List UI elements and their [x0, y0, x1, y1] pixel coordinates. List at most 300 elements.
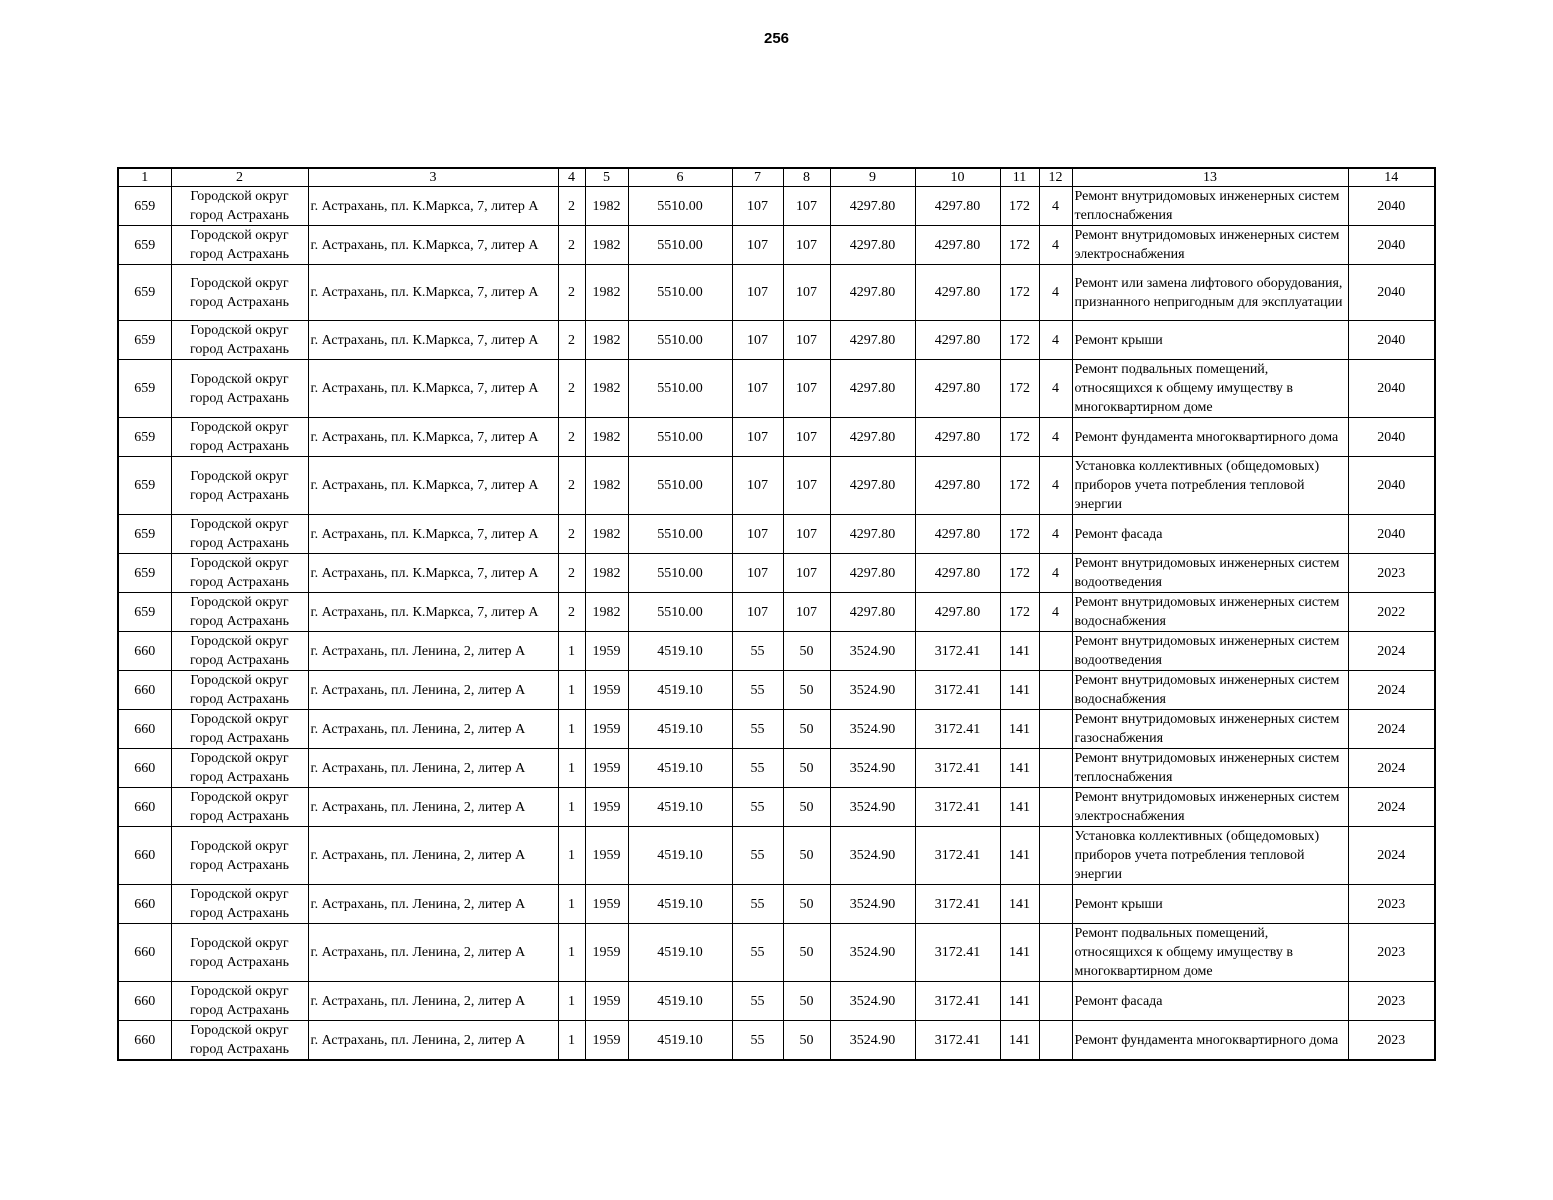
cell-address: г. Астрахань, пл. К.Маркса, 7, литер А [308, 360, 558, 418]
table-body [118, 187, 1435, 1061]
cell-col-5: 1959 [585, 749, 628, 788]
cell-col-6: 4519.10 [628, 749, 732, 788]
cell-col-8: 50 [783, 885, 830, 924]
cell-work-type: Ремонт фундамента многоквартирного дома [1072, 1021, 1348, 1061]
cell-col-4: 2 [558, 360, 585, 418]
cell-year: 2040 [1348, 226, 1435, 265]
cell-number: 659 [118, 554, 171, 593]
cell-number: 659 [118, 515, 171, 554]
cell-col-6: 4519.10 [628, 924, 732, 982]
column-header: 8 [783, 168, 830, 187]
cell-col-11: 172 [1000, 554, 1039, 593]
cell-year: 2024 [1348, 827, 1435, 885]
cell-col-8: 107 [783, 418, 830, 457]
cell-col-8: 107 [783, 321, 830, 360]
cell-address: г. Астрахань, пл. Ленина, 2, литер А [308, 982, 558, 1021]
column-header: 11 [1000, 168, 1039, 187]
cell-col-5: 1982 [585, 593, 628, 632]
cell-col-6: 4519.10 [628, 827, 732, 885]
table-row [118, 1021, 1435, 1061]
cell-col-7: 107 [732, 226, 783, 265]
cell-municipality: Городской округ город Астрахань [171, 457, 308, 515]
cell-year: 2024 [1348, 632, 1435, 671]
page-number: 256 [763, 30, 790, 47]
cell-year: 2022 [1348, 593, 1435, 632]
column-header: 2 [171, 168, 308, 187]
cell-col-5: 1959 [585, 1021, 628, 1061]
cell-col-9: 3524.90 [830, 924, 915, 982]
cell-municipality: Городской округ город Астрахань [171, 187, 308, 226]
cell-year: 2040 [1348, 265, 1435, 321]
cell-year: 2023 [1348, 924, 1435, 982]
cell-col-12: 4 [1039, 226, 1072, 265]
cell-municipality: Городской округ город Астрахань [171, 515, 308, 554]
cell-address: г. Астрахань, пл. К.Маркса, 7, литер А [308, 418, 558, 457]
cell-col-11: 141 [1000, 749, 1039, 788]
cell-col-7: 55 [732, 788, 783, 827]
cell-col-12 [1039, 788, 1072, 827]
cell-col-12: 4 [1039, 593, 1072, 632]
cell-col-6: 5510.00 [628, 265, 732, 321]
cell-col-11: 141 [1000, 710, 1039, 749]
cell-col-9: 3524.90 [830, 749, 915, 788]
cell-col-4: 1 [558, 1021, 585, 1061]
cell-work-type: Ремонт фасада [1072, 982, 1348, 1021]
cell-col-5: 1982 [585, 321, 628, 360]
cell-number: 660 [118, 827, 171, 885]
cell-col-4: 1 [558, 885, 585, 924]
cell-col-7: 107 [732, 418, 783, 457]
cell-col-10: 4297.80 [915, 418, 1000, 457]
cell-col-9: 3524.90 [830, 788, 915, 827]
cell-col-6: 5510.00 [628, 457, 732, 515]
cell-col-7: 55 [732, 827, 783, 885]
table-row [118, 554, 1435, 593]
cell-municipality: Городской округ город Астрахань [171, 924, 308, 982]
cell-col-10: 4297.80 [915, 554, 1000, 593]
cell-col-8: 107 [783, 226, 830, 265]
cell-col-8: 50 [783, 710, 830, 749]
column-header: 1 [118, 168, 171, 187]
cell-number: 659 [118, 593, 171, 632]
cell-address: г. Астрахань, пл. К.Маркса, 7, литер А [308, 321, 558, 360]
cell-col-11: 172 [1000, 418, 1039, 457]
table-row [118, 924, 1435, 982]
cell-number: 660 [118, 982, 171, 1021]
cell-col-4: 1 [558, 632, 585, 671]
cell-col-8: 50 [783, 982, 830, 1021]
cell-col-12: 4 [1039, 265, 1072, 321]
cell-work-type: Ремонт внутридомовых инженерных систем водоотведения [1072, 632, 1348, 671]
cell-col-9: 4297.80 [830, 418, 915, 457]
cell-work-type: Ремонт внутридомовых инженерных систем газоснабжения [1072, 710, 1348, 749]
cell-work-type: Ремонт внутридомовых инженерных систем электроснабжения [1072, 226, 1348, 265]
cell-col-4: 2 [558, 187, 585, 226]
cell-col-4: 1 [558, 982, 585, 1021]
cell-year: 2023 [1348, 554, 1435, 593]
cell-col-6: 5510.00 [628, 226, 732, 265]
cell-col-10: 3172.41 [915, 982, 1000, 1021]
cell-municipality: Городской округ город Астрахань [171, 554, 308, 593]
cell-work-type: Ремонт крыши [1072, 885, 1348, 924]
cell-col-10: 4297.80 [915, 515, 1000, 554]
repair-program-table [117, 167, 1436, 1061]
cell-col-10: 3172.41 [915, 632, 1000, 671]
cell-address: г. Астрахань, пл. К.Маркса, 7, литер А [308, 593, 558, 632]
cell-col-5: 1959 [585, 788, 628, 827]
table-row [118, 885, 1435, 924]
cell-col-6: 5510.00 [628, 418, 732, 457]
cell-col-12: 4 [1039, 360, 1072, 418]
cell-year: 2024 [1348, 671, 1435, 710]
cell-col-5: 1982 [585, 187, 628, 226]
cell-year: 2024 [1348, 749, 1435, 788]
cell-col-6: 4519.10 [628, 671, 732, 710]
cell-address: г. Астрахань, пл. К.Маркса, 7, литер А [308, 226, 558, 265]
cell-col-8: 50 [783, 749, 830, 788]
table-row [118, 187, 1435, 226]
cell-col-4: 2 [558, 457, 585, 515]
cell-number: 660 [118, 788, 171, 827]
table-row [118, 321, 1435, 360]
column-header: 12 [1039, 168, 1072, 187]
cell-col-9: 3524.90 [830, 632, 915, 671]
cell-col-9: 3524.90 [830, 1021, 915, 1061]
cell-number: 660 [118, 749, 171, 788]
table-row [118, 632, 1435, 671]
cell-col-4: 2 [558, 226, 585, 265]
cell-work-type: Установка коллективных (общедомовых) приборов учета потребления тепловой энергии [1072, 827, 1348, 885]
table-row [118, 827, 1435, 885]
cell-col-7: 55 [732, 924, 783, 982]
cell-col-4: 1 [558, 671, 585, 710]
table-row [118, 788, 1435, 827]
cell-number: 659 [118, 418, 171, 457]
cell-municipality: Городской округ город Астрахань [171, 1021, 308, 1061]
cell-col-12 [1039, 827, 1072, 885]
cell-municipality: Городской округ город Астрахань [171, 265, 308, 321]
cell-col-8: 107 [783, 515, 830, 554]
cell-col-9: 3524.90 [830, 671, 915, 710]
cell-number: 659 [118, 187, 171, 226]
cell-col-10: 4297.80 [915, 187, 1000, 226]
cell-municipality: Городской округ город Астрахань [171, 226, 308, 265]
cell-col-4: 1 [558, 710, 585, 749]
cell-col-5: 1982 [585, 515, 628, 554]
cell-address: г. Астрахань, пл. Ленина, 2, литер А [308, 827, 558, 885]
cell-col-7: 107 [732, 593, 783, 632]
cell-year: 2040 [1348, 187, 1435, 226]
cell-address: г. Астрахань, пл. Ленина, 2, литер А [308, 788, 558, 827]
cell-col-6: 5510.00 [628, 515, 732, 554]
cell-col-4: 1 [558, 788, 585, 827]
cell-col-4: 2 [558, 593, 585, 632]
cell-col-6: 5510.00 [628, 187, 732, 226]
cell-col-4: 2 [558, 515, 585, 554]
table-row [118, 593, 1435, 632]
cell-col-9: 3524.90 [830, 982, 915, 1021]
cell-col-7: 107 [732, 554, 783, 593]
cell-number: 660 [118, 671, 171, 710]
cell-col-7: 107 [732, 360, 783, 418]
cell-col-12: 4 [1039, 418, 1072, 457]
cell-col-12 [1039, 885, 1072, 924]
cell-year: 2040 [1348, 321, 1435, 360]
cell-address: г. Астрахань, пл. Ленина, 2, литер А [308, 632, 558, 671]
cell-col-12: 4 [1039, 515, 1072, 554]
cell-work-type: Ремонт внутридомовых инженерных систем водоотведения [1072, 554, 1348, 593]
cell-col-8: 107 [783, 554, 830, 593]
cell-number: 660 [118, 710, 171, 749]
cell-col-8: 107 [783, 265, 830, 321]
cell-address: г. Астрахань, пл. К.Маркса, 7, литер А [308, 457, 558, 515]
cell-col-10: 3172.41 [915, 885, 1000, 924]
cell-col-4: 1 [558, 749, 585, 788]
cell-col-5: 1959 [585, 632, 628, 671]
cell-col-8: 50 [783, 788, 830, 827]
cell-col-10: 4297.80 [915, 321, 1000, 360]
table-row [118, 710, 1435, 749]
cell-col-12: 4 [1039, 457, 1072, 515]
table-row [118, 360, 1435, 418]
cell-col-10: 3172.41 [915, 1021, 1000, 1061]
cell-work-type: Ремонт внутридомовых инженерных систем водоснабжения [1072, 593, 1348, 632]
cell-municipality: Городской округ город Астрахань [171, 671, 308, 710]
cell-col-9: 4297.80 [830, 226, 915, 265]
cell-work-type: Ремонт подвальных помещений, относящихся к общему имуществу в многоквартирном доме [1072, 360, 1348, 418]
cell-col-9: 4297.80 [830, 321, 915, 360]
cell-col-8: 107 [783, 187, 830, 226]
cell-col-4: 2 [558, 265, 585, 321]
cell-year: 2024 [1348, 788, 1435, 827]
cell-col-7: 107 [732, 265, 783, 321]
cell-col-8: 50 [783, 924, 830, 982]
cell-col-4: 2 [558, 554, 585, 593]
cell-col-10: 4297.80 [915, 457, 1000, 515]
cell-col-11: 172 [1000, 265, 1039, 321]
cell-col-12: 4 [1039, 187, 1072, 226]
cell-municipality: Городской округ город Астрахань [171, 710, 308, 749]
cell-col-4: 1 [558, 924, 585, 982]
cell-col-9: 4297.80 [830, 554, 915, 593]
cell-col-8: 107 [783, 457, 830, 515]
cell-number: 659 [118, 226, 171, 265]
cell-col-11: 141 [1000, 632, 1039, 671]
cell-col-10: 3172.41 [915, 749, 1000, 788]
cell-col-11: 172 [1000, 515, 1039, 554]
cell-col-6: 5510.00 [628, 593, 732, 632]
cell-col-10: 3172.41 [915, 710, 1000, 749]
cell-col-9: 3524.90 [830, 885, 915, 924]
cell-municipality: Городской округ город Астрахань [171, 749, 308, 788]
cell-col-4: 2 [558, 418, 585, 457]
column-header: 3 [308, 168, 558, 187]
cell-address: г. Астрахань, пл. Ленина, 2, литер А [308, 1021, 558, 1061]
cell-work-type: Ремонт внутридомовых инженерных систем водоснабжения [1072, 671, 1348, 710]
cell-col-6: 4519.10 [628, 788, 732, 827]
cell-year: 2023 [1348, 885, 1435, 924]
cell-col-5: 1982 [585, 360, 628, 418]
cell-col-5: 1959 [585, 827, 628, 885]
cell-col-7: 55 [732, 885, 783, 924]
column-header: 5 [585, 168, 628, 187]
cell-address: г. Астрахань, пл. К.Маркса, 7, литер А [308, 554, 558, 593]
cell-col-11: 172 [1000, 457, 1039, 515]
table-row [118, 265, 1435, 321]
cell-col-5: 1982 [585, 457, 628, 515]
cell-number: 660 [118, 924, 171, 982]
cell-address: г. Астрахань, пл. Ленина, 2, литер А [308, 710, 558, 749]
cell-number: 660 [118, 1021, 171, 1061]
cell-address: г. Астрахань, пл. Ленина, 2, литер А [308, 671, 558, 710]
cell-col-11: 172 [1000, 360, 1039, 418]
cell-year: 2040 [1348, 418, 1435, 457]
cell-col-11: 141 [1000, 982, 1039, 1021]
cell-municipality: Городской округ город Астрахань [171, 418, 308, 457]
cell-address: г. Астрахань, пл. К.Маркса, 7, литер А [308, 265, 558, 321]
cell-col-9: 4297.80 [830, 360, 915, 418]
column-header: 4 [558, 168, 585, 187]
cell-number: 659 [118, 457, 171, 515]
cell-col-7: 55 [732, 671, 783, 710]
cell-col-12: 4 [1039, 554, 1072, 593]
cell-year: 2040 [1348, 515, 1435, 554]
cell-col-5: 1959 [585, 671, 628, 710]
cell-number: 659 [118, 321, 171, 360]
cell-col-6: 5510.00 [628, 360, 732, 418]
cell-address: г. Астрахань, пл. Ленина, 2, литер А [308, 749, 558, 788]
cell-col-9: 4297.80 [830, 515, 915, 554]
cell-col-11: 141 [1000, 827, 1039, 885]
cell-col-10: 4297.80 [915, 360, 1000, 418]
cell-col-5: 1959 [585, 982, 628, 1021]
cell-col-11: 141 [1000, 885, 1039, 924]
cell-year: 2023 [1348, 982, 1435, 1021]
cell-col-11: 141 [1000, 671, 1039, 710]
cell-col-9: 4297.80 [830, 187, 915, 226]
cell-col-12 [1039, 982, 1072, 1021]
cell-col-10: 3172.41 [915, 671, 1000, 710]
cell-col-9: 4297.80 [830, 457, 915, 515]
cell-col-5: 1982 [585, 226, 628, 265]
cell-number: 660 [118, 632, 171, 671]
cell-work-type: Ремонт фундамента многоквартирного дома [1072, 418, 1348, 457]
cell-col-12 [1039, 1021, 1072, 1061]
table-row [118, 226, 1435, 265]
cell-address: г. Астрахань, пл. К.Маркса, 7, литер А [308, 187, 558, 226]
cell-col-10: 4297.80 [915, 593, 1000, 632]
cell-col-7: 107 [732, 321, 783, 360]
cell-col-5: 1959 [585, 885, 628, 924]
cell-year: 2040 [1348, 360, 1435, 418]
cell-col-8: 107 [783, 593, 830, 632]
cell-municipality: Городской округ город Астрахань [171, 321, 308, 360]
cell-col-5: 1959 [585, 924, 628, 982]
cell-col-6: 4519.10 [628, 1021, 732, 1061]
cell-col-12 [1039, 671, 1072, 710]
cell-municipality: Городской округ город Астрахань [171, 632, 308, 671]
cell-col-10: 4297.80 [915, 265, 1000, 321]
cell-col-9: 3524.90 [830, 710, 915, 749]
cell-col-7: 55 [732, 1021, 783, 1061]
cell-municipality: Городской округ город Астрахань [171, 788, 308, 827]
table-row [118, 982, 1435, 1021]
cell-col-5: 1959 [585, 710, 628, 749]
cell-col-6: 5510.00 [628, 321, 732, 360]
cell-municipality: Городской округ город Астрахань [171, 593, 308, 632]
cell-address: г. Астрахань, пл. Ленина, 2, литер А [308, 924, 558, 982]
cell-col-6: 4519.10 [628, 982, 732, 1021]
cell-col-10: 4297.80 [915, 226, 1000, 265]
table-row [118, 749, 1435, 788]
cell-col-7: 107 [732, 457, 783, 515]
cell-col-10: 3172.41 [915, 827, 1000, 885]
table-row [118, 515, 1435, 554]
cell-municipality: Городской округ город Астрахань [171, 827, 308, 885]
cell-col-9: 4297.80 [830, 265, 915, 321]
cell-municipality: Городской округ город Астрахань [171, 982, 308, 1021]
cell-col-11: 172 [1000, 226, 1039, 265]
cell-col-12 [1039, 924, 1072, 982]
table-row [118, 418, 1435, 457]
cell-col-12: 4 [1039, 321, 1072, 360]
cell-col-8: 50 [783, 1021, 830, 1061]
cell-col-12 [1039, 632, 1072, 671]
cell-municipality: Городской округ город Астрахань [171, 885, 308, 924]
cell-col-7: 55 [732, 710, 783, 749]
cell-col-5: 1982 [585, 554, 628, 593]
cell-col-8: 50 [783, 827, 830, 885]
cell-address: г. Астрахань, пл. Ленина, 2, литер А [308, 885, 558, 924]
cell-col-4: 2 [558, 321, 585, 360]
cell-col-8: 50 [783, 671, 830, 710]
cell-col-7: 55 [732, 632, 783, 671]
cell-col-12 [1039, 749, 1072, 788]
cell-col-7: 55 [732, 749, 783, 788]
cell-col-7: 55 [732, 982, 783, 1021]
cell-col-11: 141 [1000, 924, 1039, 982]
cell-col-10: 3172.41 [915, 924, 1000, 982]
column-header: 6 [628, 168, 732, 187]
cell-work-type: Ремонт фасада [1072, 515, 1348, 554]
cell-year: 2023 [1348, 1021, 1435, 1061]
cell-col-6: 4519.10 [628, 632, 732, 671]
cell-work-type: Ремонт крыши [1072, 321, 1348, 360]
cell-col-6: 4519.10 [628, 885, 732, 924]
column-header: 13 [1072, 168, 1348, 187]
cell-address: г. Астрахань, пл. К.Маркса, 7, литер А [308, 515, 558, 554]
cell-work-type: Ремонт внутридомовых инженерных систем теплоснабжения [1072, 187, 1348, 226]
column-header: 14 [1348, 168, 1435, 187]
cell-col-7: 107 [732, 187, 783, 226]
cell-number: 659 [118, 265, 171, 321]
cell-col-5: 1982 [585, 418, 628, 457]
table-row [118, 671, 1435, 710]
cell-col-11: 141 [1000, 788, 1039, 827]
cell-col-8: 107 [783, 360, 830, 418]
cell-municipality: Городской округ город Астрахань [171, 360, 308, 418]
cell-col-11: 141 [1000, 1021, 1039, 1061]
column-header: 10 [915, 168, 1000, 187]
cell-year: 2024 [1348, 710, 1435, 749]
cell-work-type: Ремонт внутридомовых инженерных систем теплоснабжения [1072, 749, 1348, 788]
cell-col-12 [1039, 710, 1072, 749]
cell-work-type: Ремонт или замена лифтового оборудования, признанного непригодным для эксплуатации [1072, 265, 1348, 321]
cell-col-11: 172 [1000, 321, 1039, 360]
cell-col-6: 5510.00 [628, 554, 732, 593]
cell-col-9: 4297.80 [830, 593, 915, 632]
cell-col-7: 107 [732, 515, 783, 554]
